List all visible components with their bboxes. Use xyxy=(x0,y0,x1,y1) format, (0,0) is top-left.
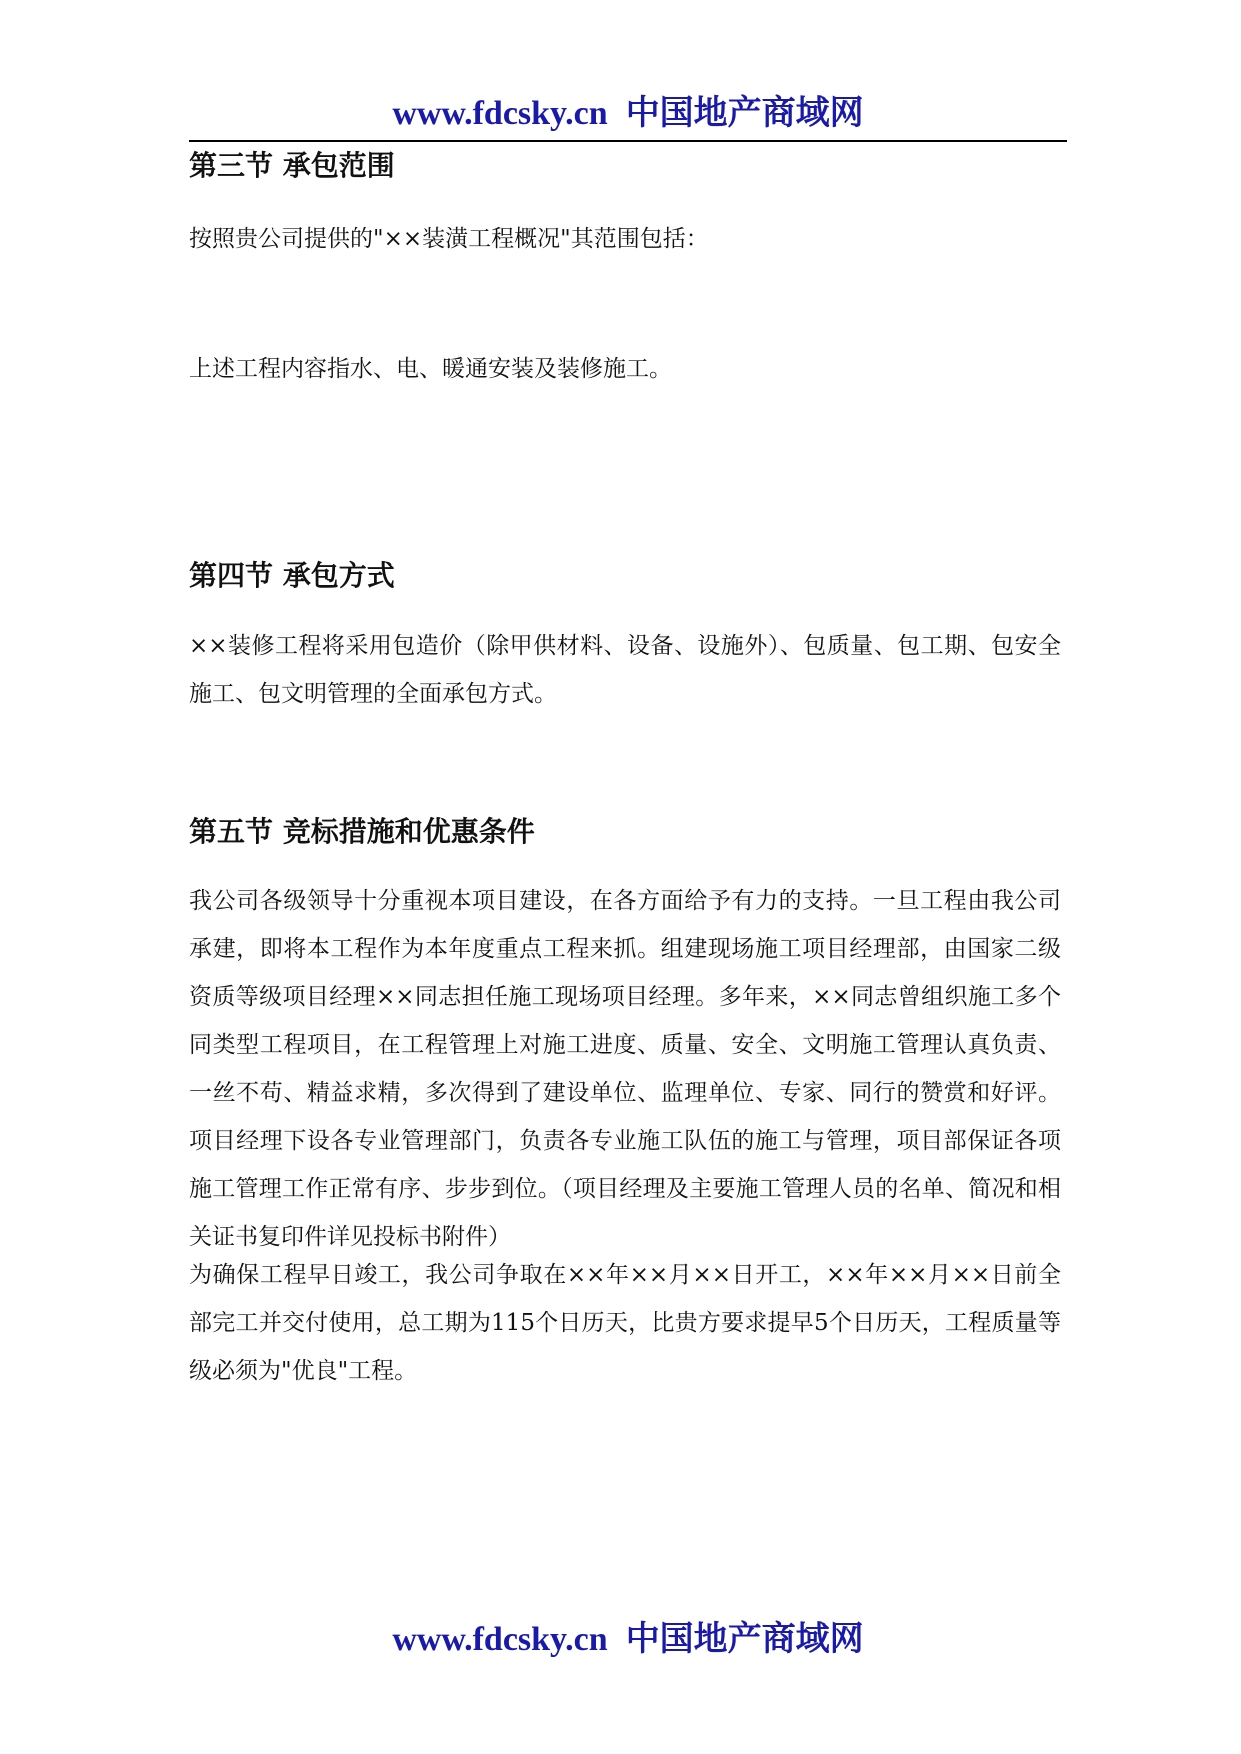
scope-content-paragraph: 上述工程内容指水、电、暖通安装及装修施工。 xyxy=(189,356,672,382)
section-heading-bidding-measures: 第五节 竞标措施和优惠条件 xyxy=(189,815,535,848)
section-heading-contract-method: 第四节 承包方式 xyxy=(189,559,395,592)
scope-intro-paragraph: 按照贵公司提供的"××装潢工程概况"其范围包括： xyxy=(189,226,709,252)
footer-brand xyxy=(392,1621,863,1658)
header-site-name: 中国地产商域网 xyxy=(625,95,864,132)
section-heading-scope: 第三节 承包范围 xyxy=(189,149,395,182)
page-footer xyxy=(189,1614,1067,1666)
footer-site-name: 中国地产商域网 xyxy=(625,1621,864,1658)
schedule-paragraph: 为确保工程早日竣工，我公司争取在××年××月××日开工，××年××月××日前全部完工并交付使用，总工期为115个日历天，比贵方要求提早5个日历天，工程质量等级必须为"优良"工程。 xyxy=(189,1262,1061,1384)
header-brand xyxy=(392,95,863,132)
bidding-measures-paragraph: 我公司各级领导十分重视本项目建设，在各方面给予有力的支持。一旦工程由我公司承建，即将本工程作为本年度重点工程来抓。组建现场施工项目经理部，由国家二级资质等级项目经理××同志担任施工现场项目经理。多年来，××同志曾组织施工多个同类型工程项目，在工程管理上对施工进度、质量、安全、文明施工管理认真负责、一丝不苟、精益求精，多次得到了建设单位、监理单位、专家、同行的赞赏和好评。项目经理下设各专业管理部门，负责各专业施工队伍的施工与管理，项目部保证各项施工管理工作正常有序、步步到位。（项目经理及主要施工管理人员的名单、简况和相关证书复印件详见投标书附件） xyxy=(189,888,1061,1250)
footer-url: www.fdcsky.cn xyxy=(392,1621,608,1658)
header-url: www.fdcsky.cn xyxy=(392,95,608,132)
contract-method-paragraph: ××装修工程将采用包造价（除甲供材料、设备、设施外）、包质量、包工期、包安全施工、包文明管理的全面承包方式。 xyxy=(189,633,1061,707)
page-header xyxy=(189,88,1067,142)
